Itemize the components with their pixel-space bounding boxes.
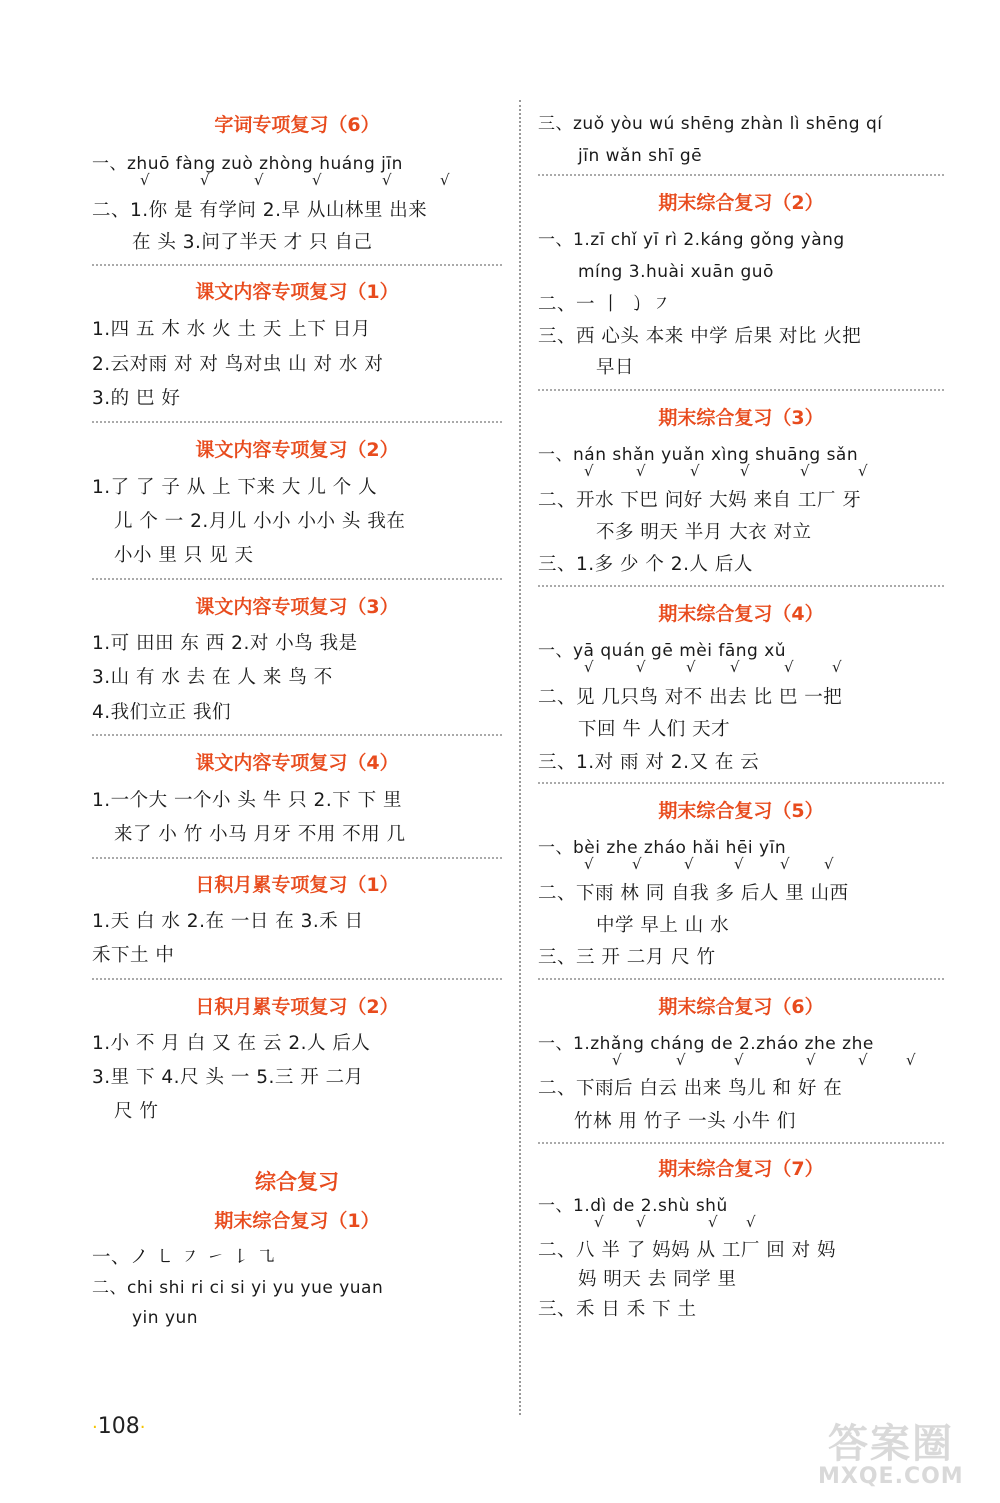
answer-line: 二、一 丨 ㇁ ㇇ [538, 294, 672, 315]
section-title: 字词专项复习（6） [214, 114, 380, 136]
answer-line: 禾下土 中 [92, 945, 175, 966]
check-icon: √ [746, 1213, 756, 1231]
page-number [92, 1414, 145, 1439]
check-icon: √ [824, 855, 834, 873]
answer-line: 竹林 用 竹子 一头 小牛 们 [574, 1111, 796, 1132]
check-icon: √ [632, 855, 642, 873]
check-icon: √ [686, 658, 696, 676]
section-title: 日积月累专项复习（1） [195, 874, 399, 896]
check-icon: √ [676, 1051, 686, 1069]
chapter-title: 综合复习 [255, 1170, 339, 1194]
section-title: 课文内容专项复习（1） [195, 281, 399, 303]
watermark-url: MXQE.COM [818, 1464, 964, 1489]
check-icon: √ [382, 171, 392, 189]
answer-line: 3.里 下 4.尺 头 一 5.三 开 二月 [92, 1067, 364, 1088]
tick-row [538, 659, 944, 675]
check-icon: √ [612, 1051, 622, 1069]
answer-line: 1.可 田田 东 西 2.对 小鸟 我是 [92, 633, 358, 654]
check-icon: √ [636, 658, 646, 676]
answer-line: 2.云对雨 对 对 鸟对虫 山 对 水 对 [92, 354, 384, 375]
answer-line: 早日 [596, 357, 635, 378]
answer-line: 儿 个 一 2.月儿 小小 小小 头 我在 [114, 511, 406, 532]
section-title: 课文内容专项复习（4） [195, 752, 399, 774]
answer-line: 妈 明天 去 同学 里 [578, 1269, 737, 1290]
dot-icon: · [139, 1417, 146, 1438]
answer-line: 三、zuǒ yòu wú shēng zhàn lì shēng qí [538, 114, 883, 134]
answer-line: 1.四 五 木 水 火 土 天 上下 日月 [92, 319, 371, 340]
dotted-separator [92, 857, 502, 859]
section-title: 课文内容专项复习（2） [195, 439, 399, 461]
answer-line: 一、zhuō fàng zuò zhòng huáng jīn [92, 154, 403, 174]
tick-row [92, 172, 502, 188]
check-icon: √ [858, 462, 868, 480]
check-icon: √ [734, 855, 744, 873]
answer-line: míng 3.huài xuān guō [578, 262, 774, 282]
check-icon: √ [800, 462, 810, 480]
check-icon: √ [690, 462, 700, 480]
dotted-separator [538, 978, 944, 980]
watermark-text: 答案圈 [828, 1421, 954, 1467]
section-title: 期末综合复习（7） [658, 1158, 824, 1180]
answer-line: 三、三 开 二月 尺 竹 [538, 947, 716, 968]
section-title: 期末综合复习（2） [658, 192, 824, 214]
dotted-separator [538, 174, 944, 176]
check-icon: √ [140, 171, 150, 189]
check-icon: √ [200, 171, 210, 189]
check-icon: √ [440, 171, 450, 189]
dotted-separator [538, 585, 944, 587]
section-title: 期末综合复习（1） [214, 1210, 380, 1232]
check-icon: √ [594, 1213, 604, 1231]
section-title: 期末综合复习（3） [658, 407, 824, 429]
tick-row [538, 1052, 944, 1068]
dotted-separator [92, 421, 502, 423]
dotted-separator [92, 734, 502, 736]
check-icon: √ [254, 171, 264, 189]
section-title: 期末综合复习（5） [658, 800, 824, 822]
column-divider [519, 100, 521, 1415]
tick-row [538, 463, 944, 479]
dotted-separator [538, 389, 944, 391]
dot-icon: · [92, 1417, 98, 1438]
answer-line: 1.天 白 水 2.在 一日 在 3.禾 日 [92, 911, 364, 932]
answer-line: 二、1.你 是 有学问 2.早 从山林里 出来 [92, 200, 428, 221]
answer-line: 3.山 有 水 去 在 人 来 鸟 不 [92, 667, 333, 688]
dotted-separator [538, 782, 944, 784]
dotted-separator [92, 578, 502, 580]
answer-line: 1.一个大 一个小 头 牛 只 2.下 下 里 [92, 790, 402, 811]
answer-line: 二、八 半 了 妈妈 从 工厂 回 对 妈 [538, 1240, 837, 1261]
answer-line: 中学 早上 山 水 [596, 915, 730, 936]
check-icon: √ [906, 1051, 916, 1069]
tick-row [538, 1214, 944, 1230]
answer-line: 一、ノ ㇄ ㇇ ㇀ ㇙ ㇈ [92, 1247, 276, 1268]
check-icon: √ [312, 171, 322, 189]
answer-line: 1.小 不 月 白 又 在 云 2.人 后人 [92, 1033, 371, 1054]
answer-line: 4.我们立正 我们 [92, 702, 232, 723]
answer-line: 1.了 了 子 从 上 下来 大 儿 个 人 [92, 477, 378, 498]
section-title: 期末综合复习（6） [658, 996, 824, 1018]
answer-line: 二、下雨 林 同 自我 多 后人 里 山西 [538, 883, 849, 904]
answer-line: 在 头 3.问了半天 才 只 自己 [132, 232, 373, 253]
answer-line: 一、1.zhǎng cháng de 2.zháo zhe zhe [538, 1034, 874, 1054]
check-icon: √ [734, 1051, 744, 1069]
section-title: 期末综合复习（4） [658, 603, 824, 625]
check-icon: √ [684, 855, 694, 873]
check-icon: √ [730, 658, 740, 676]
check-icon: √ [780, 855, 790, 873]
answer-line: 一、yā quán gē mèi fāng xǔ [538, 641, 787, 661]
answer-line: 三、西 心头 本来 中学 后果 对比 火把 [538, 326, 862, 347]
section-title: 日积月累专项复习（2） [195, 996, 399, 1018]
answer-line: 小小 里 只 见 天 [114, 545, 254, 566]
dotted-separator [538, 1142, 944, 1144]
answer-line: 一、bèi zhe zháo hǎi hēi yīn [538, 838, 787, 858]
check-icon: √ [584, 658, 594, 676]
answer-line: jīn wǎn shī gē [578, 146, 703, 166]
dotted-separator [92, 264, 502, 266]
watermark-logo [818, 1412, 978, 1492]
check-icon: √ [708, 1213, 718, 1231]
check-icon: √ [784, 658, 794, 676]
answer-line: 二、见 几只鸟 对不 出去 比 巴 一把 [538, 687, 843, 708]
answer-line: 3.的 巴 好 [92, 388, 181, 409]
answer-line: yin yun [132, 1308, 199, 1328]
tick-row [538, 856, 944, 872]
dotted-separator [92, 978, 502, 980]
check-icon: √ [584, 462, 594, 480]
answer-line: 一、1.dì de 2.shù shǔ [538, 1196, 728, 1216]
answer-line: 不多 明天 半月 大衣 对立 [596, 522, 812, 543]
check-icon: √ [584, 855, 594, 873]
answer-line: 三、1.多 少 个 2.人 后人 [538, 554, 753, 575]
check-icon: √ [832, 658, 842, 676]
section-title: 课文内容专项复习（3） [195, 596, 399, 618]
answer-line: 来了 小 竹 小马 月牙 不用 不用 几 [114, 824, 406, 845]
answer-line: 二、chi shi ri ci si yi yu yue yuan [92, 1278, 384, 1298]
answer-line: 一、1.zī chǐ yī rì 2.káng gǒng yàng [538, 230, 845, 250]
answer-line: 二、开水 下巴 问好 大妈 来自 工厂 牙 [538, 490, 862, 511]
check-icon: √ [740, 462, 750, 480]
answer-line: 一、nán shǎn yuǎn xìng shuāng sǎn [538, 445, 859, 465]
answer-line: 下回 牛 人们 天才 [578, 719, 731, 740]
check-icon: √ [636, 1213, 646, 1231]
check-icon: √ [806, 1051, 816, 1069]
answer-line: 三、禾 日 禾 下 土 [538, 1299, 697, 1320]
check-icon: √ [858, 1051, 868, 1069]
answer-line: 三、1.对 雨 对 2.又 在 云 [538, 752, 760, 773]
answer-line: 尺 竹 [114, 1101, 159, 1122]
page-number-text: 108 [97, 1414, 140, 1439]
answer-line: 二、下雨后 白云 出来 鸟儿 和 好 在 [538, 1078, 843, 1099]
check-icon: √ [636, 462, 646, 480]
